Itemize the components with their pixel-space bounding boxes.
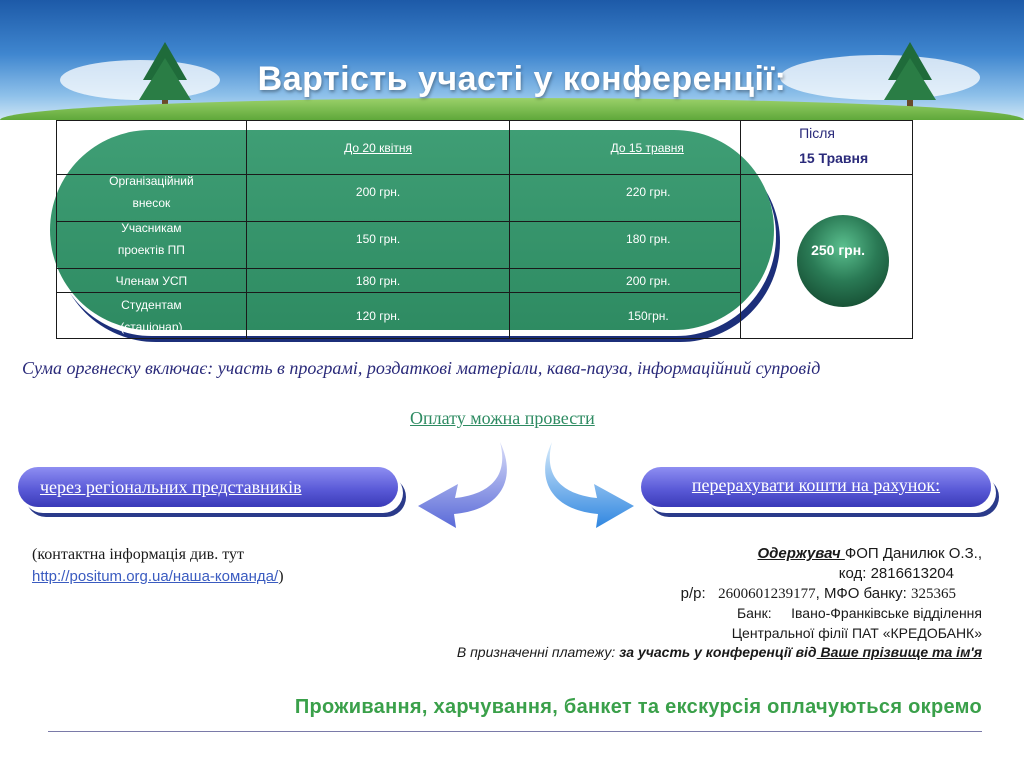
mfo-number: 325365 [911, 586, 956, 602]
table-row [57, 175, 913, 222]
price-value: 220 грн. [626, 185, 671, 199]
regional-reps-button[interactable] [18, 467, 398, 507]
row-label-line1: Учасникам [121, 221, 182, 235]
price-cell [510, 175, 741, 222]
account-line [681, 585, 956, 603]
bank-line [737, 605, 982, 621]
row-label [57, 175, 247, 222]
bank-name-line2: Центральної філії ПАТ «КРЕДОБАНК» [731, 625, 982, 641]
contact-prefix: ( [32, 546, 38, 563]
account-number: 2600601239177 [718, 586, 816, 602]
bank-label: Банк: [736, 605, 772, 621]
price-value: 180 грн. [355, 273, 401, 288]
column-header-after [741, 121, 913, 175]
column-header [510, 121, 741, 175]
price-cell [510, 269, 741, 293]
page-title: Вартість участі у конференції: [257, 60, 787, 98]
price-value: 200 грн. [355, 185, 401, 199]
row-label-line2: (стаціонар) [120, 319, 183, 334]
after-price-value: 250 грн. [811, 241, 866, 258]
row-label-line2: внесок [132, 196, 171, 210]
recipient-label: Одержувач [757, 545, 845, 562]
after-line1: Після [799, 125, 836, 141]
price-value: 120 грн. [355, 308, 401, 323]
purpose-label: В призначенні платежу: [456, 644, 616, 660]
transfer-funds-label: перерахувати кошти на рахунок: [691, 475, 941, 495]
price-value: 150 грн. [355, 232, 401, 246]
price-cell [510, 222, 741, 269]
contact-text: контактна інформація див. тут [37, 546, 245, 563]
price-cell [246, 222, 510, 269]
price-value: 150грн. [627, 308, 669, 323]
table-corner-cell [57, 121, 247, 175]
footer-divider [48, 731, 982, 732]
row-label-line2: проектів ПП [117, 243, 185, 257]
row-label [57, 293, 247, 339]
fee-includes-note: Сума оргвнеску включає: участь в програмі, роздаткові матеріали, кава-пауза, інформаційний супровід [22, 358, 821, 378]
row-label-line1: Організаційний [109, 174, 194, 188]
footer-note: Проживання, харчування, банкет та екскурсія оплачуються окремо [294, 696, 982, 718]
bank-name-line1: Івано-Франківське відділення [791, 605, 982, 621]
column-header-label: До 20 квітня [344, 140, 413, 155]
account-label: р/р: [680, 585, 706, 602]
recipient-line [757, 545, 982, 562]
contact-info [32, 544, 284, 588]
purpose-text: за участь у конференції від [619, 644, 817, 660]
recipient-code: код: 2816613204 [838, 565, 954, 582]
row-label [57, 269, 247, 293]
purpose-name: Ваше прізвище та ім'я [816, 644, 982, 660]
pricing-table [56, 120, 913, 339]
price-cell [510, 293, 741, 339]
arrow-right-icon [532, 440, 642, 530]
team-link[interactable]: http://positum.org.ua/наша-команда/ [32, 568, 279, 585]
row-label-line1: Студентам [121, 297, 182, 312]
transfer-funds-button[interactable] [641, 467, 991, 507]
contact-suffix: ) [278, 568, 284, 585]
price-cell [246, 269, 510, 293]
price-value: 200 грн. [626, 273, 671, 288]
price-value: 180 грн. [626, 232, 671, 246]
column-header-label: До 15 травня [610, 140, 684, 155]
row-label-line1: Членам УСП [115, 273, 188, 288]
price-cell [246, 175, 510, 222]
recipient-name: ФОП Данилюк О.З., [844, 545, 982, 562]
after-line2: 15 Травня [799, 150, 869, 166]
price-cell [246, 293, 510, 339]
regional-reps-label: через регіональних представників [40, 477, 302, 497]
column-header [246, 121, 510, 175]
mfo-label: , МФО банку: [815, 585, 911, 602]
row-label [57, 222, 247, 269]
payment-title: Оплату можна провести [410, 408, 595, 428]
payment-purpose-line [457, 644, 982, 660]
arrow-left-icon [410, 440, 520, 530]
after-price-cell [741, 175, 913, 339]
